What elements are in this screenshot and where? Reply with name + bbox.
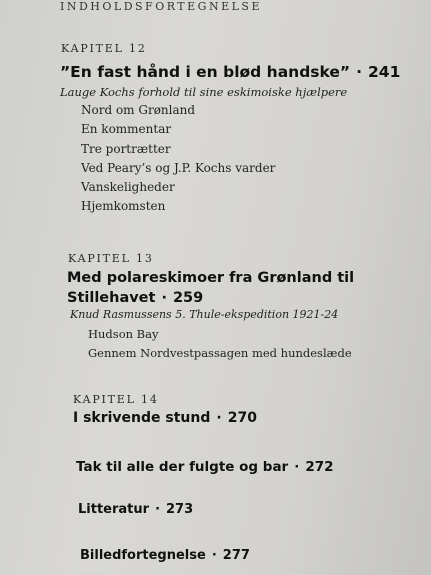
chapter-13-title-line2-row bbox=[67, 288, 354, 308]
separator: · bbox=[294, 459, 300, 475]
chapter-14-heading bbox=[73, 408, 257, 428]
chapter-14-page: 270 bbox=[227, 410, 257, 426]
acknowledgements-page: 272 bbox=[305, 459, 334, 475]
chapter-12-heading bbox=[60, 62, 400, 82]
chapter-12-page: 241 bbox=[368, 63, 401, 81]
chapter-12-subtitle: Lauge Kochs forhold til sine eskimoiske hjælpere bbox=[60, 85, 348, 99]
separator: · bbox=[356, 63, 362, 81]
section-item: Vanskeligheder bbox=[81, 180, 175, 195]
chapter-13-label: KAPITEL 13 bbox=[68, 252, 154, 265]
section-item: Nord om Grønland bbox=[81, 103, 196, 117]
chapter-13-page: 259 bbox=[172, 290, 204, 306]
chapter-12-label: KAPITEL 12 bbox=[61, 42, 147, 55]
separator: · bbox=[211, 548, 217, 563]
illustrations-page: 277 bbox=[222, 548, 250, 563]
acknowledgements-entry bbox=[76, 457, 334, 477]
page-header: INDHOLDSFORTEGNELSE bbox=[60, 0, 262, 13]
section-item: Hjemkomsten bbox=[81, 199, 166, 214]
literature-page: 273 bbox=[166, 502, 194, 517]
separator: · bbox=[216, 410, 222, 426]
literature-title: Litteratur bbox=[78, 502, 150, 517]
chapter-13-heading bbox=[67, 268, 354, 308]
literature-entry bbox=[78, 500, 193, 520]
chapter-14-title: I skrivende stund bbox=[73, 410, 211, 426]
illustrations-title: Billedfortegnelse bbox=[80, 548, 206, 563]
separator: · bbox=[161, 290, 167, 306]
section-item: Tre portrætter bbox=[81, 141, 171, 156]
section-item: Gennem Nordvestpassagen med hundeslæde bbox=[88, 345, 352, 360]
chapter-14-label: KAPITEL 14 bbox=[73, 393, 159, 406]
separator: · bbox=[155, 502, 161, 517]
chapter-13-title-line2: Stillehavet bbox=[67, 290, 156, 306]
section-item: En kommentar bbox=[81, 122, 172, 137]
section-item: Hudson Bay bbox=[88, 327, 159, 341]
chapter-13-title-line1: Med polareskimoer fra Grønland til bbox=[67, 270, 355, 286]
section-item: Ved Peary’s og J.P. Kochs varder bbox=[81, 160, 276, 175]
chapter-13-sections bbox=[88, 325, 352, 362]
acknowledgements-title: Tak til alle der fulgte og bar bbox=[76, 459, 289, 475]
illustrations-entry bbox=[80, 546, 250, 566]
chapter-12-title: ”En fast hånd i en blød handske” bbox=[60, 63, 351, 81]
chapter-12-sections bbox=[81, 101, 275, 217]
chapter-13-subtitle: Knud Rasmussens 5. Thule-ekspedition 1921-24 bbox=[70, 308, 339, 321]
